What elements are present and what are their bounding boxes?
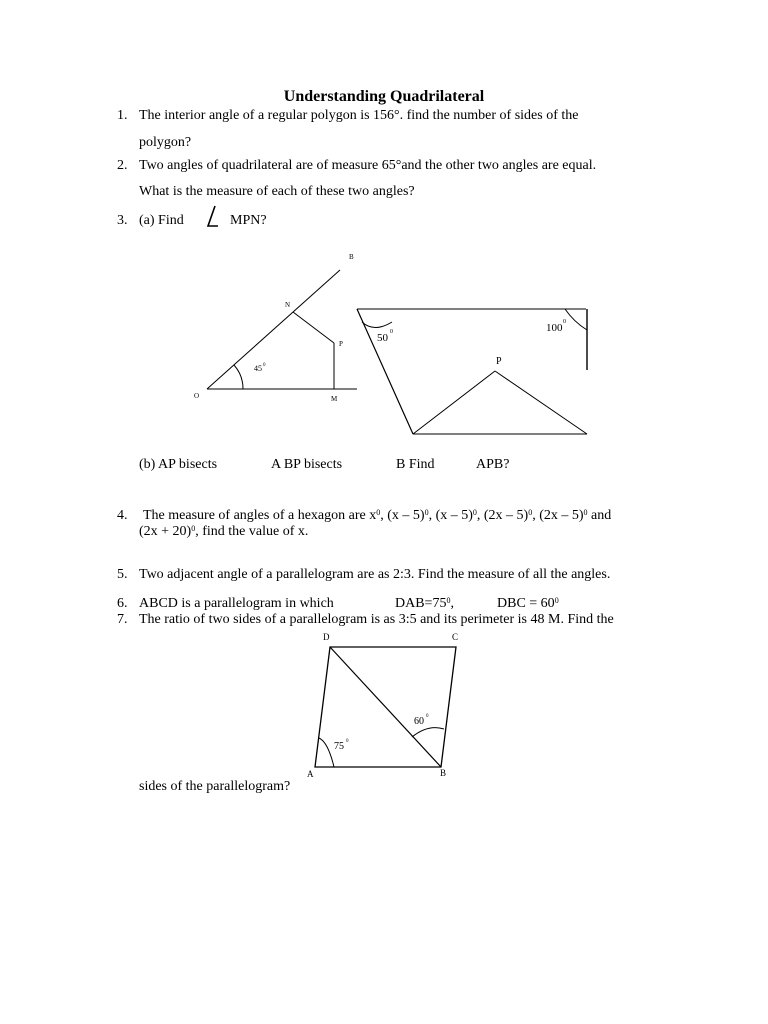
fig1-label-b: B	[349, 253, 354, 261]
q7-text-line1: The ratio of two sides of a parallelogram is as 3:5 and its perimeter is 48 M. Find the	[139, 612, 614, 627]
fig3-angle-a: 75	[334, 741, 344, 752]
q6-text-d: DBC = $60^0$	[497, 596, 559, 611]
q1-text-line2: polygon?	[139, 135, 192, 150]
q2-text-line1: Two angles of quadrilateral are of measure 65°and the other two angles are equal.	[139, 158, 597, 173]
q7-number: 7.	[117, 612, 128, 627]
fig2-angle-left: 50	[377, 332, 388, 344]
q7-text-line2: sides of the parallelogram?	[139, 779, 291, 794]
q3-part-b-1: (b) AP bisects	[139, 457, 218, 472]
fig3-angle-b-sup: 0	[426, 714, 429, 719]
q3-part-b-2: A BP bisects	[271, 457, 343, 472]
diagonal-db	[330, 647, 441, 767]
fig3-label-d: D	[323, 632, 330, 642]
q6-text-a: ABCD is a parallelogram in which	[139, 596, 334, 611]
q3-part-b-3: B Find	[396, 457, 435, 472]
fig1-label-o: O	[194, 392, 200, 400]
fig3-label-a: A	[307, 769, 314, 779]
fig1-angle-sup: 0	[263, 363, 266, 368]
fig2-angle-left-sup: 0	[390, 329, 393, 335]
q2-text-line2: What is the measure of each of these two angles?	[139, 184, 415, 199]
fig3-label-b: B	[440, 768, 447, 778]
q4-number: 4.	[117, 508, 128, 523]
q3-part-a-label: (a) Find	[139, 213, 184, 228]
angle-arc-a	[319, 738, 334, 767]
q4-text-line2: $(2x + 20)^0$, find the value of x.	[139, 524, 309, 539]
fig3-angle-a-sup: 0	[346, 739, 349, 744]
q5-text: Two adjacent angle of a parallelogram are as 2:3. Find the measure of all the angles.	[139, 567, 611, 582]
fig2-angle-right-sup: 0	[563, 319, 566, 325]
fig2-angle-right: 100	[546, 322, 563, 334]
q5-number: 5.	[117, 567, 128, 582]
q3-number: 3.	[117, 213, 128, 228]
q2-number: 2.	[117, 158, 128, 173]
q6-text-b: $DAB=75^0$,	[395, 596, 454, 611]
q4-text-line1: The measure of angles of a hexagon are $x^0$, (x – 5)$^0$, (x – 5)$^0$, (2x – 5)$^0$, (2x – 5)$^0$ and	[143, 508, 612, 523]
fig3-label-c: C	[452, 632, 459, 642]
angle-arc-b	[412, 728, 444, 737]
q3-part-a-end: MPN?	[230, 213, 267, 228]
q6-number: 6.	[117, 596, 128, 611]
fig1-label-n: N	[285, 301, 291, 309]
q1-text-line1: The interior angle of a regular polygon is 156°. find the number of sides of the	[139, 108, 579, 123]
fig1-angle-label: 45	[254, 364, 262, 373]
fig1-label-m: M	[331, 395, 338, 403]
fig2-label-p: P	[496, 356, 502, 367]
fig1-label-p: P	[339, 340, 343, 348]
q1-number: 1.	[117, 108, 128, 123]
q3-part-b-4: APB?	[476, 457, 510, 472]
page-title: Understanding Quadrilateral	[283, 88, 485, 105]
fig3-angle-b: 60	[414, 716, 424, 727]
